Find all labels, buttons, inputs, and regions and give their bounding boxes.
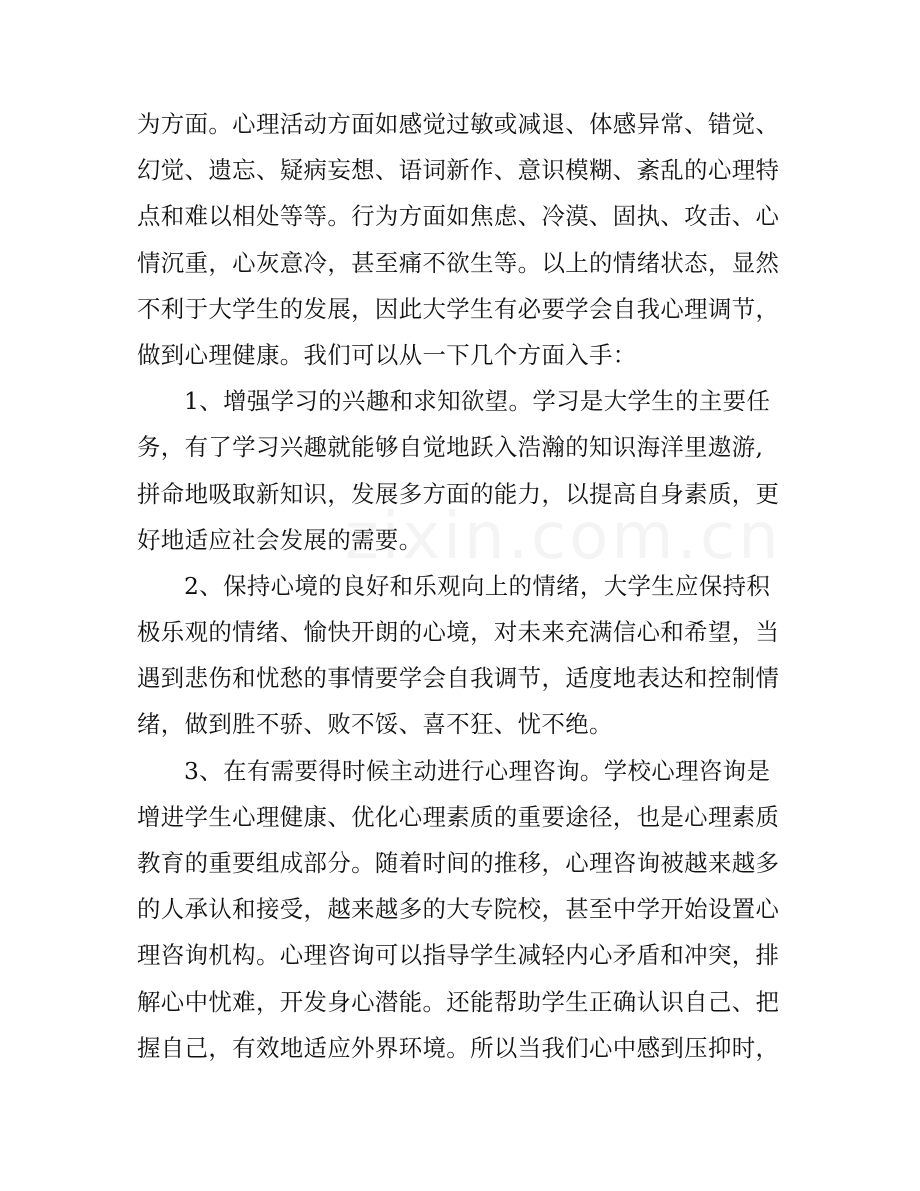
text-line: 情沉重，心灰意冷，甚至痛不欲生等。以上的情绪状态，显然 (137, 248, 780, 277)
document-body (137, 101, 787, 1071)
text-line: 拼命地吸取新知识，发展多方面的能力，以提高自身素质，更 (137, 479, 780, 508)
text-line: 遇到悲伤和忧愁的事情要学会自我调节，适度地表达和控制情 (137, 664, 780, 693)
text-line: 绪，做到胜不骄、败不馁、喜不狂、忧不绝。 (137, 710, 613, 739)
text-line: 幻觉、遗忘、疑病妄想、语词新作、意识模糊、紊乱的心理特 (137, 156, 780, 185)
paragraph-3-first-line: 3、在有需要得时候主动进行心理咨询。学校心理咨询是 (184, 756, 771, 785)
text-line: 好地适应社会发展的需要。 (137, 525, 423, 554)
text-line: 握自己，有效地适应外界环境。所以当我们心中感到压抑时， (137, 1033, 780, 1062)
paragraph-1-first-line: 1、增强学习的兴趣和求知欲望。学习是大学生的主要任 (184, 387, 771, 416)
text-line: 教育的重要组成部分。随着时间的推移，心理咨询被越来越多 (137, 849, 780, 877)
text-line: 的人承认和接受，越来越多的大专院校，甚至中学开始设置心 (137, 895, 780, 924)
text-line: 不利于大学生的发展，因此大学生有必要学会自我心理调节， (137, 294, 780, 323)
watermark (345, 500, 782, 574)
text-line: 极乐观的情绪、愉快开朗的心境，对未来充满信心和希望，当 (137, 618, 780, 647)
text-line: 做到心理健康。我们可以从一下几个方面入手： (137, 340, 637, 369)
text-line: 务，有了学习兴趣就能够自觉地跃入浩瀚的知识海洋里遨游, (137, 433, 764, 462)
text-line: 解心中忧难，开发身心潜能。还能帮助学生正确认识自己、把 (137, 987, 780, 1016)
text-line: 增进学生心理健康、优化心理素质的重要途径，也是心理素质 (137, 802, 780, 831)
text-line: 点和难以相处等等。行为方面如焦虑、冷漠、固执、攻击、心 (137, 202, 780, 231)
text-line: 为方面。心理活动方面如感觉过敏或减退、体感异常、错觉、 (137, 110, 780, 138)
text-line: 理咨询机构。心理咨询可以指导学生减轻内心矛盾和冲突，排 (137, 941, 780, 970)
paragraph-2-first-line: 2、保持心境的良好和乐观向上的情绪，大学生应保持积 (184, 571, 771, 600)
